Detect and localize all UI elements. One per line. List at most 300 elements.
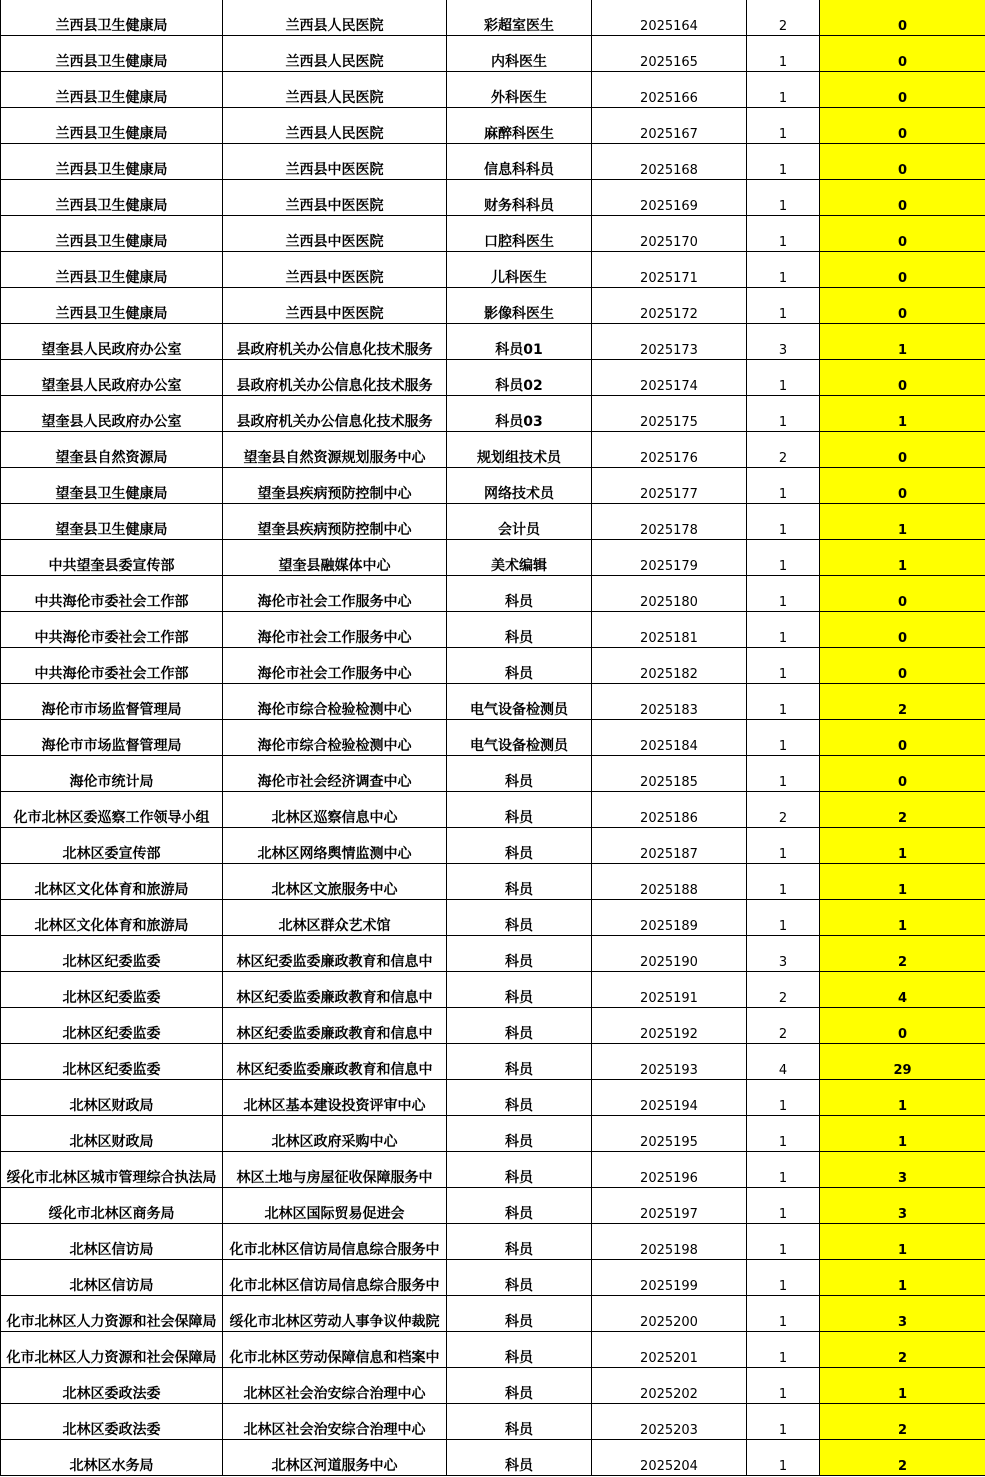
quota-cell[interactable] (747, 1404, 820, 1440)
table-row (1, 648, 985, 684)
position-code-cell[interactable] (592, 1404, 747, 1440)
department-cell[interactable] (1, 216, 223, 252)
position-cell[interactable] (447, 684, 592, 720)
applicant-count-cell[interactable] (820, 1116, 985, 1152)
position-cell[interactable] (447, 360, 592, 396)
position-cell[interactable] (447, 36, 592, 72)
position-code-cell[interactable] (592, 612, 747, 648)
cell-text: 县政府机关办公信息化技术服务 (236, 342, 433, 358)
table-row (1, 828, 985, 864)
position-code-cell[interactable] (592, 1188, 747, 1224)
applicant-count-cell[interactable] (820, 0, 985, 36)
unit-cell[interactable] (223, 0, 447, 36)
department-cell[interactable] (1, 720, 223, 756)
unit-cell[interactable] (223, 1152, 447, 1188)
position-cell[interactable] (447, 432, 592, 468)
unit-cell[interactable] (223, 972, 447, 1008)
unit-cell[interactable] (223, 540, 447, 576)
cell-text: 北林区群众艺术馆 (278, 918, 391, 934)
department-cell[interactable] (1, 396, 223, 432)
unit-cell[interactable] (223, 360, 447, 396)
department-cell[interactable] (1, 1044, 223, 1080)
position-cell[interactable] (447, 648, 592, 684)
department-cell[interactable] (1, 864, 223, 900)
cell-text: 1 (778, 1315, 788, 1330)
position-code-cell[interactable] (592, 1260, 747, 1296)
position-code-cell[interactable] (592, 1044, 747, 1080)
department-cell[interactable] (1, 1404, 223, 1440)
cell-text: 0 (897, 19, 908, 34)
cell-text: 0 (897, 271, 908, 286)
cell-text: 外科医生 (491, 90, 547, 106)
position-cell[interactable] (447, 108, 592, 144)
quota-cell[interactable] (747, 1044, 820, 1080)
department-cell[interactable] (1, 504, 223, 540)
department-cell[interactable] (1, 936, 223, 972)
cell-text: 望奎县人民政府办公室 (41, 342, 182, 358)
applicant-count-cell[interactable] (820, 612, 985, 648)
applicant-count-cell[interactable] (820, 684, 985, 720)
quota-cell[interactable] (747, 1080, 820, 1116)
cell-text: 化市北林区劳动保障信息和档案中 (229, 1350, 440, 1366)
position-code-cell[interactable] (592, 900, 747, 936)
unit-cell[interactable] (223, 1260, 447, 1296)
unit-cell[interactable] (223, 144, 447, 180)
quota-cell[interactable] (747, 468, 820, 504)
position-code-cell[interactable] (592, 720, 747, 756)
department-cell[interactable] (1, 1080, 223, 1116)
unit-cell[interactable] (223, 36, 447, 72)
applicant-count-cell[interactable] (820, 1152, 985, 1188)
applicant-count-cell[interactable] (820, 432, 985, 468)
applicant-count-cell[interactable] (820, 1188, 985, 1224)
department-cell[interactable] (1, 1188, 223, 1224)
department-cell[interactable] (1, 72, 223, 108)
applicant-count-cell[interactable] (820, 1368, 985, 1404)
applicant-count-cell[interactable] (820, 72, 985, 108)
position-code-cell[interactable] (592, 468, 747, 504)
table-body (1, 0, 985, 1476)
department-cell[interactable] (1, 900, 223, 936)
quota-cell[interactable] (747, 936, 820, 972)
position-code-cell[interactable] (592, 1224, 747, 1260)
applicant-count-cell[interactable] (820, 1296, 985, 1332)
applicant-count-cell[interactable] (820, 1404, 985, 1440)
position-cell[interactable] (447, 612, 592, 648)
unit-cell[interactable] (223, 504, 447, 540)
quota-cell[interactable] (747, 828, 820, 864)
position-code-cell[interactable] (592, 396, 747, 432)
applicant-count-cell[interactable] (820, 576, 985, 612)
quota-cell[interactable] (747, 504, 820, 540)
quota-cell[interactable] (747, 540, 820, 576)
unit-cell[interactable] (223, 180, 447, 216)
position-cell[interactable] (447, 900, 592, 936)
quota-cell[interactable] (747, 1152, 820, 1188)
cell-text: 北林区财政局 (69, 1098, 154, 1114)
position-code-cell[interactable] (592, 144, 747, 180)
position-cell[interactable] (447, 1332, 592, 1368)
applicant-count-cell[interactable] (820, 108, 985, 144)
cell-text: 2025189 (640, 919, 698, 934)
unit-cell[interactable] (223, 720, 447, 756)
position-code-cell[interactable] (592, 288, 747, 324)
cell-text: 1 (897, 415, 908, 430)
position-cell[interactable] (447, 756, 592, 792)
cell-text: 海伦市社会工作服务中心 (257, 630, 412, 646)
applicant-count-cell[interactable] (820, 756, 985, 792)
cell-text: 2025202 (640, 1387, 698, 1402)
unit-cell[interactable] (223, 864, 447, 900)
position-cell[interactable] (447, 180, 592, 216)
position-cell[interactable] (447, 972, 592, 1008)
position-cell[interactable] (447, 1152, 592, 1188)
unit-cell[interactable] (223, 576, 447, 612)
unit-cell[interactable] (223, 324, 447, 360)
department-cell[interactable] (1, 180, 223, 216)
quota-cell[interactable] (747, 360, 820, 396)
unit-cell[interactable] (223, 1440, 447, 1476)
position-cell[interactable] (447, 576, 592, 612)
cell-text: 1 (778, 1099, 788, 1114)
position-code-cell[interactable] (592, 828, 747, 864)
table-row (1, 0, 985, 36)
unit-cell[interactable] (223, 1008, 447, 1044)
position-cell[interactable] (447, 720, 592, 756)
quota-cell[interactable] (747, 684, 820, 720)
applicant-count-cell[interactable] (820, 504, 985, 540)
position-code-cell[interactable] (592, 108, 747, 144)
applicant-count-cell[interactable] (820, 180, 985, 216)
cell-text: 林区土地与房屋征收保障服务中 (236, 1170, 433, 1186)
position-code-cell[interactable] (592, 180, 747, 216)
position-code-cell[interactable] (592, 1152, 747, 1188)
applicant-count-cell[interactable] (820, 252, 985, 288)
department-cell[interactable] (1, 972, 223, 1008)
position-cell[interactable] (447, 396, 592, 432)
position-code-cell[interactable] (592, 216, 747, 252)
quota-cell[interactable] (747, 1368, 820, 1404)
department-cell[interactable] (1, 252, 223, 288)
quota-cell[interactable] (747, 1440, 820, 1476)
position-cell[interactable] (447, 72, 592, 108)
department-cell[interactable] (1, 756, 223, 792)
applicant-count-cell[interactable] (820, 936, 985, 972)
position-code-cell[interactable] (592, 1368, 747, 1404)
position-cell[interactable] (447, 252, 592, 288)
applicant-count-cell[interactable] (820, 1044, 985, 1080)
department-cell[interactable] (1, 1152, 223, 1188)
position-cell[interactable] (447, 540, 592, 576)
position-cell[interactable] (447, 864, 592, 900)
department-cell[interactable] (1, 576, 223, 612)
quota-cell[interactable] (747, 252, 820, 288)
department-cell[interactable] (1, 324, 223, 360)
position-cell[interactable] (447, 792, 592, 828)
position-code-cell[interactable] (592, 936, 747, 972)
position-cell[interactable] (447, 1260, 592, 1296)
unit-cell[interactable] (223, 1296, 447, 1332)
unit-cell[interactable] (223, 828, 447, 864)
department-cell[interactable] (1, 36, 223, 72)
applicant-count-cell[interactable] (820, 648, 985, 684)
position-cell[interactable] (447, 1440, 592, 1476)
quota-cell[interactable] (747, 216, 820, 252)
applicant-count-cell[interactable] (820, 216, 985, 252)
position-cell[interactable] (447, 504, 592, 540)
unit-cell[interactable] (223, 1116, 447, 1152)
applicant-count-cell[interactable] (820, 1008, 985, 1044)
position-code-cell[interactable] (592, 648, 747, 684)
quota-cell[interactable] (747, 144, 820, 180)
position-code-cell[interactable] (592, 1332, 747, 1368)
cell-text: 北林区巡察信息中心 (271, 810, 398, 826)
cell-text: 化市北林区信访局信息综合服务中 (229, 1242, 440, 1258)
applicant-count-cell[interactable] (820, 864, 985, 900)
applicant-count-cell[interactable] (820, 900, 985, 936)
position-code-cell[interactable] (592, 360, 747, 396)
quota-cell[interactable] (747, 972, 820, 1008)
department-cell[interactable] (1, 540, 223, 576)
position-code-cell[interactable] (592, 756, 747, 792)
unit-cell[interactable] (223, 252, 447, 288)
position-code-cell[interactable] (592, 576, 747, 612)
quota-cell[interactable] (747, 900, 820, 936)
applicant-count-cell[interactable] (820, 396, 985, 432)
applicant-count-cell[interactable] (820, 828, 985, 864)
department-cell[interactable] (1, 1368, 223, 1404)
position-code-cell[interactable] (592, 1440, 747, 1476)
applicant-count-cell[interactable] (820, 360, 985, 396)
position-code-cell[interactable] (592, 252, 747, 288)
position-cell[interactable] (447, 1044, 592, 1080)
position-cell[interactable] (447, 324, 592, 360)
quota-cell[interactable] (747, 396, 820, 432)
cell-text: 2 (897, 703, 908, 718)
cell-text: 2025198 (640, 1243, 698, 1258)
unit-cell[interactable] (223, 1332, 447, 1368)
cell-text: 兰西县卫生健康局 (55, 270, 168, 286)
applicant-count-cell[interactable] (820, 540, 985, 576)
table-row (1, 540, 985, 576)
quota-cell[interactable] (747, 1296, 820, 1332)
cell-text: 望奎县疾病预防控制中心 (257, 522, 412, 538)
cell-text: 0 (897, 595, 908, 610)
position-code-cell[interactable] (592, 1008, 747, 1044)
department-cell[interactable] (1, 360, 223, 396)
table-row (1, 1368, 985, 1404)
unit-cell[interactable] (223, 900, 447, 936)
applicant-count-cell[interactable] (820, 972, 985, 1008)
position-code-cell[interactable] (592, 684, 747, 720)
position-cell[interactable] (447, 936, 592, 972)
applicant-count-cell[interactable] (820, 1080, 985, 1116)
unit-cell[interactable] (223, 1368, 447, 1404)
cell-text: 兰西县中医医院 (285, 162, 384, 178)
quota-cell[interactable] (747, 72, 820, 108)
position-code-cell[interactable] (592, 504, 747, 540)
quota-cell[interactable] (747, 1008, 820, 1044)
cell-text: 1 (778, 91, 788, 106)
department-cell[interactable] (1, 432, 223, 468)
applicant-count-cell[interactable] (820, 720, 985, 756)
applicant-count-cell[interactable] (820, 36, 985, 72)
quota-cell[interactable] (747, 108, 820, 144)
unit-cell[interactable] (223, 108, 447, 144)
unit-cell[interactable] (223, 396, 447, 432)
unit-cell[interactable] (223, 1188, 447, 1224)
position-code-cell[interactable] (592, 0, 747, 36)
cell-text: 科员01 (495, 342, 543, 358)
cell-text: 1 (897, 1387, 908, 1402)
applicant-count-cell[interactable] (820, 1260, 985, 1296)
unit-cell[interactable] (223, 612, 447, 648)
department-cell[interactable] (1, 828, 223, 864)
department-cell[interactable] (1, 1332, 223, 1368)
quota-cell[interactable] (747, 1332, 820, 1368)
unit-cell[interactable] (223, 936, 447, 972)
position-cell[interactable] (447, 828, 592, 864)
position-cell[interactable] (447, 1296, 592, 1332)
unit-cell[interactable] (223, 1224, 447, 1260)
department-cell[interactable] (1, 0, 223, 36)
department-cell[interactable] (1, 1296, 223, 1332)
position-cell[interactable] (447, 1368, 592, 1404)
cell-text: 2025192 (640, 1027, 698, 1042)
cell-text: 林区纪委监委廉政教育和信息中 (236, 990, 433, 1006)
cell-text: 0 (897, 199, 908, 214)
position-cell[interactable] (447, 1116, 592, 1152)
department-cell[interactable] (1, 288, 223, 324)
quota-cell[interactable] (747, 180, 820, 216)
department-cell[interactable] (1, 108, 223, 144)
cell-text: 化市北林区人力资源和社会保障局 (6, 1350, 217, 1366)
cell-text: 绥化市北林区劳动人事争议仲裁院 (229, 1314, 440, 1330)
cell-text: 2025191 (640, 991, 698, 1006)
position-cell[interactable] (447, 0, 592, 36)
unit-cell[interactable] (223, 1080, 447, 1116)
applicant-count-cell[interactable] (820, 324, 985, 360)
quota-cell[interactable] (747, 1224, 820, 1260)
quota-cell[interactable] (747, 0, 820, 36)
department-cell[interactable] (1, 612, 223, 648)
position-code-cell[interactable] (592, 1116, 747, 1152)
cell-text: 科员 (505, 1242, 533, 1258)
cell-text: 财务科科员 (484, 198, 554, 214)
cell-text: 科员 (505, 990, 533, 1006)
position-code-cell[interactable] (592, 864, 747, 900)
cell-text: 0 (897, 631, 908, 646)
cell-text: 3 (897, 1207, 908, 1222)
department-cell[interactable] (1, 1260, 223, 1296)
position-code-cell[interactable] (592, 972, 747, 1008)
department-cell[interactable] (1, 648, 223, 684)
quota-cell[interactable] (747, 36, 820, 72)
cell-text: 2025179 (640, 559, 698, 574)
quota-cell[interactable] (747, 1188, 820, 1224)
cell-text: 北林区国际贸易促进会 (264, 1206, 405, 1222)
cell-text: 望奎县人民政府办公室 (41, 414, 182, 430)
applicant-count-cell[interactable] (820, 792, 985, 828)
quota-cell[interactable] (747, 648, 820, 684)
cell-text: 1 (778, 775, 788, 790)
unit-cell[interactable] (223, 684, 447, 720)
applicant-count-cell[interactable] (820, 1332, 985, 1368)
quota-cell[interactable] (747, 792, 820, 828)
applicant-count-cell[interactable] (820, 288, 985, 324)
position-cell[interactable] (447, 216, 592, 252)
cell-text: 0 (897, 1027, 908, 1042)
position-cell[interactable] (447, 1224, 592, 1260)
unit-cell[interactable] (223, 72, 447, 108)
table-row (1, 1116, 985, 1152)
quota-cell[interactable] (747, 1260, 820, 1296)
cell-text: 北林区网络舆情监测中心 (257, 846, 412, 862)
department-cell[interactable] (1, 1116, 223, 1152)
department-cell[interactable] (1, 144, 223, 180)
quota-cell[interactable] (747, 324, 820, 360)
position-code-cell[interactable] (592, 1080, 747, 1116)
quota-cell[interactable] (747, 432, 820, 468)
cell-text: 2025203 (640, 1423, 698, 1438)
quota-cell[interactable] (747, 864, 820, 900)
unit-cell[interactable] (223, 792, 447, 828)
position-cell[interactable] (447, 468, 592, 504)
position-cell[interactable] (447, 1188, 592, 1224)
department-cell[interactable] (1, 1440, 223, 1476)
applicant-count-cell[interactable] (820, 468, 985, 504)
department-cell[interactable] (1, 792, 223, 828)
position-code-cell[interactable] (592, 1296, 747, 1332)
unit-cell[interactable] (223, 468, 447, 504)
department-cell[interactable] (1, 1008, 223, 1044)
unit-cell[interactable] (223, 648, 447, 684)
applicant-count-cell[interactable] (820, 144, 985, 180)
quota-cell[interactable] (747, 288, 820, 324)
unit-cell[interactable] (223, 216, 447, 252)
cell-text: 科员 (505, 1386, 533, 1402)
unit-cell[interactable] (223, 1404, 447, 1440)
position-code-cell[interactable] (592, 792, 747, 828)
quota-cell[interactable] (747, 576, 820, 612)
position-cell[interactable] (447, 144, 592, 180)
position-code-cell[interactable] (592, 324, 747, 360)
department-cell[interactable] (1, 468, 223, 504)
department-cell[interactable] (1, 684, 223, 720)
quota-cell[interactable] (747, 1116, 820, 1152)
quota-cell[interactable] (747, 612, 820, 648)
applicant-count-cell[interactable] (820, 1440, 985, 1476)
position-code-cell[interactable] (592, 540, 747, 576)
position-cell[interactable] (447, 1008, 592, 1044)
unit-cell[interactable] (223, 288, 447, 324)
unit-cell[interactable] (223, 756, 447, 792)
position-cell[interactable] (447, 1080, 592, 1116)
position-cell[interactable] (447, 288, 592, 324)
position-code-cell[interactable] (592, 432, 747, 468)
position-code-cell[interactable] (592, 72, 747, 108)
unit-cell[interactable] (223, 432, 447, 468)
cell-text: 2025169 (640, 199, 698, 214)
unit-cell[interactable] (223, 1044, 447, 1080)
quota-cell[interactable] (747, 720, 820, 756)
department-cell[interactable] (1, 1224, 223, 1260)
applicant-count-cell[interactable] (820, 1224, 985, 1260)
position-code-cell[interactable] (592, 36, 747, 72)
quota-cell[interactable] (747, 756, 820, 792)
position-cell[interactable] (447, 1404, 592, 1440)
cell-text: 29 (893, 1063, 912, 1078)
